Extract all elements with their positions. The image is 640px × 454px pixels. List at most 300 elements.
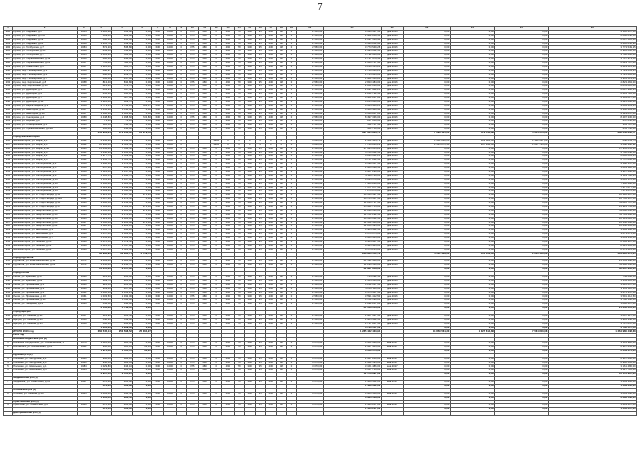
cell-col-2: Железногорск, ул. Октябрьская, д.5 [12, 167, 77, 171]
cell-col-6: 0,00 [133, 314, 152, 318]
cell-col-24: 0,00 [450, 240, 495, 244]
cell-col-15: 300 [244, 81, 255, 85]
cell-col-17: 430 [265, 100, 276, 104]
cell-col-13: 460 [222, 233, 234, 237]
cell-col-6: 0,00 [133, 361, 152, 365]
cell-col-20: 2 550,00 [296, 93, 323, 97]
cell-col-4: 498,97 [90, 69, 111, 73]
cell-col-22 [381, 412, 403, 416]
cell-col-18: 0 [276, 139, 286, 143]
cell-col-23: 0,00 [403, 233, 450, 237]
cell-col-9: 0 [176, 178, 186, 182]
cell-col-4: 589,40 [90, 34, 111, 38]
cell-col-3: 1961 [77, 151, 90, 155]
cell-col-3: 1960 [77, 120, 90, 124]
cell-col-10: 375 [186, 170, 198, 174]
cell-col-25: 0,00 [495, 97, 548, 101]
cell-col-18: 48 [276, 299, 286, 303]
cell-col-6: 0,00 [133, 291, 152, 295]
cell-col-9: 0 [176, 81, 186, 85]
cell-col-5: 1 078,30 [112, 163, 133, 167]
cell-col-23: 0,00 [403, 89, 450, 93]
cell-col-5: 665,91 [112, 346, 133, 350]
cell-col-20: 2 550,00 [296, 264, 323, 268]
cell-col-19: 0 [286, 58, 296, 62]
cell-col-24 [450, 412, 495, 416]
cell-col-8: 1000 [164, 30, 176, 34]
cell-col-22: дек.2016 [381, 244, 403, 248]
cell-col-4: 960,08 [90, 346, 111, 350]
cell-col-9: 0 [176, 198, 186, 202]
cell-col-25: 0,00 [495, 268, 548, 272]
cell-col-23: 0,00 [403, 381, 450, 385]
cell-col-6: 0,00 [133, 240, 152, 244]
cell-col-5: 1 579,50 [112, 240, 133, 244]
cell-col-1: 7 [4, 381, 13, 385]
cell-col-19: 0 [286, 283, 296, 287]
cell-col-22: дек.2016 [381, 178, 403, 182]
cell-col-14: 78 [234, 50, 244, 54]
cell-col-14: 78 [234, 299, 244, 303]
cell-col-4: 1 265,78 [90, 42, 111, 46]
cell-col-10: 375 [186, 97, 198, 101]
cell-col-2: Курчатов, ул. Комсомольская, д.22 [12, 264, 77, 268]
cell-col-22: дек.2016 [381, 240, 403, 244]
cell-col-22: дек.2016 [381, 151, 403, 155]
cell-col-19: 0 [286, 221, 296, 225]
cell-col-16: 95 [255, 202, 265, 206]
cell-col-22: дек.2016 [381, 314, 403, 318]
cell-col-14: 78 [234, 264, 244, 268]
cell-col-12: 0 [211, 58, 222, 62]
cell-col-4: 3 528,20 [90, 225, 111, 229]
cell-col-14: 78 [234, 155, 244, 159]
cell-col-3: 1958 [77, 42, 90, 46]
cell-col-12: 0 [211, 159, 222, 163]
cell-col-3: 1981 [77, 346, 90, 350]
cell-col-19: 0 [286, 314, 296, 318]
cell-col-19: 0 [286, 361, 296, 365]
cell-col-5: 2 522,30 [112, 205, 133, 209]
cell-col-2: Курчатов, ул. Комсомольская, д.18 [12, 260, 77, 264]
cell-col-25: 0,00 [495, 291, 548, 295]
cell-col-24: 0,00 [450, 85, 495, 89]
cell-col-22: дек.2016 [381, 65, 403, 69]
cell-col-9: 0 [176, 295, 186, 299]
cell-col-4: 470,10 [90, 408, 111, 412]
cell-col-5: 836,50 [112, 392, 133, 396]
cell-col-4: 1 185,55 [90, 174, 111, 178]
cell-col-23: 2 565 871,30 [403, 143, 450, 147]
cell-col-3: 1959 [77, 174, 90, 178]
cell-col-8: 1000 [164, 170, 176, 174]
cell-col-8: 1000 [164, 287, 176, 291]
cell-col-5: 273,37 [112, 69, 133, 73]
cell-col-1: 305 [4, 128, 13, 132]
cell-col-14: 78 [234, 73, 244, 77]
cell-col-4: 3 400,50 [90, 202, 111, 206]
cell-col-14: 78 [234, 116, 244, 120]
cell-col-9: 0 [176, 50, 186, 54]
cell-col-4: 130,00 [90, 128, 111, 132]
cell-col-2: Медвенский р-н (1) [12, 377, 77, 381]
cell-col-9: 0 [176, 365, 186, 369]
cell-col-20: 2 550,00 [296, 69, 323, 73]
cell-col-16: 95 [255, 190, 265, 194]
cell-col-5: 1 581,60 [112, 248, 133, 252]
cell-col-23: 0,00 [403, 318, 450, 322]
cell-col-8: 1000 [164, 147, 176, 151]
cell-col-5: 400,00 [112, 404, 133, 408]
cell-col-16: 95 [255, 65, 265, 69]
cell-col-25: 0,00 [495, 65, 548, 69]
cell-col-7: 630 [152, 46, 164, 50]
cell-col-23: 0,00 [403, 229, 450, 233]
cell-col-17: 430 [265, 357, 276, 361]
cell-col-1: 336 [4, 264, 13, 268]
cell-col-15: 300 [244, 93, 255, 97]
cell-col-22: дек.2016 [381, 279, 403, 283]
cell-col-23: 0,00 [403, 100, 450, 104]
cell-col-21: 3 475 347,50 [323, 291, 381, 295]
cell-col-6: 271,30 [133, 205, 152, 209]
cell-col-5: 71,10 [112, 120, 133, 124]
cell-col-19: 0 [286, 69, 296, 73]
cell-col-9: 0 [176, 163, 186, 167]
cell-col-5: 904,00 [112, 369, 133, 373]
cell-col-20: 2 550,00 [296, 159, 323, 163]
cell-col-5: 868,10 [112, 357, 133, 361]
cell-col-26: 3 588 308,92 [548, 143, 636, 147]
cell-col-23: 0,00 [403, 97, 450, 101]
cell-col-22: дек.2016 [381, 62, 403, 66]
cell-col-24: 0,00 [450, 307, 495, 311]
cell-col-12: 0 [211, 240, 222, 244]
cell-col-25: 0,00 [495, 276, 548, 280]
cell-col-1: 306 [4, 139, 13, 143]
cell-col-24: 0,00 [450, 287, 495, 291]
cell-col-9: 0 [176, 342, 186, 346]
cell-col-17: 430 [265, 205, 276, 209]
cell-col-2: Железногорск, ул. Мира, д.2 [12, 155, 77, 159]
cell-col-23: 0,00 [403, 291, 450, 295]
cell-col-24: 0,00 [450, 248, 495, 252]
cell-col-9: 0 [176, 77, 186, 81]
cell-col-20: 2 550,00 [296, 314, 323, 318]
cell-col-6: 62,85 [133, 346, 152, 350]
cell-col-6: 0,00 [133, 229, 152, 233]
cell-col-19: 0 [286, 279, 296, 283]
cell-col-21: 37 935 655,20 [323, 147, 381, 151]
cell-col-20: 3 070,00 [296, 369, 323, 373]
cell-col-9: 0 [176, 73, 186, 77]
cell-col-24: 0,00 [450, 229, 495, 233]
cell-col-1: 331 [4, 237, 13, 241]
cell-col-8: 8 [164, 27, 176, 31]
cell-col-8: 1000 [164, 318, 176, 322]
cell-col-19: 0 [286, 295, 296, 299]
cell-col-10: 375 [186, 77, 198, 81]
cell-col-17: 0 [265, 143, 276, 147]
cell-col-23: 0,00 [403, 38, 450, 42]
cell-col-26: 4 129 847,00 [548, 112, 636, 116]
cell-col-14: 78 [234, 54, 244, 58]
cell-col-26: 638 653,74 [548, 139, 636, 143]
cell-col-20: 3 070,00 [296, 346, 323, 350]
cell-col-25: 0,00 [495, 73, 548, 77]
cell-col-26: 2 942 595,00 [548, 361, 636, 365]
cell-col-24: 0,00 [450, 194, 495, 198]
cell-col-21: 6 836 081,25 [323, 155, 381, 159]
cell-col-24: 0,00 [450, 151, 495, 155]
cell-col-16: 95 [255, 365, 265, 369]
cell-col-7: 630 [152, 346, 164, 350]
cell-col-12: 0 [211, 170, 222, 174]
cell-col-2: Кулон, пер. Кирпичный, д.8 [12, 81, 77, 85]
cell-col-26: 3 083 508,00 [548, 392, 636, 396]
cell-col-10: 375 [186, 342, 198, 346]
cell-col-1 [4, 412, 13, 416]
cell-col-24: 0,00 [450, 65, 495, 69]
cell-col-8: 1000 [164, 73, 176, 77]
cell-col-20: 2 550,00 [296, 190, 323, 194]
cell-col-23: 0,00 [403, 54, 450, 58]
cell-col-2: Кулон, ул. Садовая, д.17А [12, 34, 77, 38]
cell-col-1: 287 [4, 58, 13, 62]
cell-col-18: 18 [276, 27, 286, 31]
cell-col-26: 12 260 495,00 [548, 225, 636, 229]
cell-col-3: 1985 [77, 392, 90, 396]
cell-col-16: 95 [255, 155, 265, 159]
cell-col-14: 78 [234, 318, 244, 322]
cell-col-5: 498,00 [112, 58, 133, 62]
cell-col-16: 95 [255, 38, 265, 42]
cell-col-2: Железногорск, ул. Октябрьская, д.10 [12, 178, 77, 182]
cell-col-6: 0,00 [133, 174, 152, 178]
cell-col-26: 2 947 445,60 [548, 346, 636, 350]
cell-col-16: 95 [255, 174, 265, 178]
cell-col-6: 0,00 [133, 307, 152, 311]
page-number: 7 [317, 2, 323, 13]
cell-col-8: 1000 [164, 194, 176, 198]
cell-col-13: 460 [222, 159, 234, 163]
cell-col-17: 430 [265, 178, 276, 182]
cell-col-1: 320 [4, 194, 13, 198]
cell-col-7: 7 [152, 27, 164, 31]
cell-col-15: 300 [244, 314, 255, 318]
cell-col-5: 605,70 [112, 65, 133, 69]
cell-col-17: 430 [265, 81, 276, 85]
cell-col-16: 95 [255, 58, 265, 62]
cell-col-16: 95 [255, 392, 265, 396]
cell-col-23: 0,00 [403, 237, 450, 241]
cell-col-2: 2 [12, 27, 77, 31]
cell-col-19: 0 [286, 93, 296, 97]
cell-col-13: 460 [222, 104, 234, 108]
cell-col-12: 0 [211, 322, 222, 326]
cell-col-13: 460 [222, 279, 234, 283]
cell-col-26: 6 757 832,50 [548, 159, 636, 163]
cell-col-16: 95 [255, 404, 265, 408]
cell-col-21: 3 083 508,00 [323, 396, 381, 400]
cell-col-20: 2 550,00 [296, 128, 323, 132]
cell-col-14: 78 [234, 229, 244, 233]
cell-col-21: 2 851 010,00 [323, 85, 381, 89]
cell-col-15: 300 [244, 69, 255, 73]
cell-col-24: 0,00 [450, 237, 495, 241]
cell-col-14: 78 [234, 217, 244, 221]
cell-col-7: 630 [152, 190, 164, 194]
cell-col-5: 1 506,60 [112, 159, 133, 163]
cell-col-13: 460 [222, 205, 234, 209]
cell-col-11: 480 [198, 116, 210, 120]
cell-col-26: 11 781 292,50 [548, 213, 636, 217]
cell-col-23: 0,00 [403, 404, 450, 408]
cell-col-21: 897 635 863,71 [323, 132, 381, 136]
cell-col-2: Льгов, ул. Примакова, д.10 [12, 295, 77, 299]
cell-col-17: 430 [265, 361, 276, 365]
cell-col-13: 460 [222, 194, 234, 198]
cell-col-16: 95 [255, 318, 265, 322]
cell-col-24: 0,00 [450, 97, 495, 101]
cell-col-25: 0,00 [495, 248, 548, 252]
cell-col-14: 78 [234, 205, 244, 209]
cell-col-24: 0,00 [450, 205, 495, 209]
cell-col-5: 998,20 [112, 229, 133, 233]
cell-col-8: 1000 [164, 77, 176, 81]
cell-col-19: 0 [286, 322, 296, 326]
cell-col-12: 0 [211, 38, 222, 42]
cell-col-9: 0 [176, 30, 186, 34]
cell-col-26: 3 673 075,00 [548, 233, 636, 237]
cell-col-17: 430 [265, 58, 276, 62]
cell-col-16: 95 [255, 314, 265, 318]
cell-col-15: 300 [244, 194, 255, 198]
cell-col-11: 480 [198, 276, 210, 280]
cell-col-25: 0,00 [495, 240, 548, 244]
cell-col-14: 78 [234, 303, 244, 307]
cell-col-14: 0 [234, 139, 244, 143]
cell-col-21: 21 318 013,00 [323, 307, 381, 311]
cell-col-8: 1000 [164, 279, 176, 283]
cell-col-6: 0,00 [133, 287, 152, 291]
cell-col-24: 0,00 [450, 120, 495, 124]
cell-col-8: 1000 [164, 104, 176, 108]
cell-col-20: 2 550,00 [296, 58, 323, 62]
cell-col-18: 48 [276, 295, 286, 299]
cell-col-19: 19 [286, 27, 296, 31]
cell-col-1: 338 [4, 279, 13, 283]
cell-col-8: 1000 [164, 198, 176, 202]
cell-col-1: 283 [4, 42, 13, 46]
cell-col-23: 0,00 [403, 151, 450, 155]
cell-col-1: 322 [4, 202, 13, 206]
cell-col-21: 8 574 215,00 [323, 248, 381, 252]
cell-col-21: 1 725 685,00 [323, 73, 381, 77]
cell-col-25: 0,00 [495, 396, 548, 400]
cell-col-12: 0 [211, 369, 222, 373]
cell-col-6: 0,00 [133, 58, 152, 62]
cell-col-11: 480 [198, 287, 210, 291]
cell-col-5: 645,10 [112, 93, 133, 97]
cell-col-1: 313 [4, 167, 13, 171]
cell-col-15: 300 [244, 38, 255, 42]
cell-col-22: дек.2016 [381, 276, 403, 280]
cell-col-3: 1962 [77, 194, 90, 198]
cell-col-17: 430 [265, 221, 276, 225]
cell-col-24: 451 100,00 [450, 252, 495, 256]
cell-col-26: 1 443 207,00 [548, 404, 636, 408]
cell-col-10: 375 [186, 65, 198, 69]
cell-col-24: 0,00 [450, 46, 495, 50]
cell-col-14: 78 [234, 260, 244, 264]
cell-col-7: 630 [152, 89, 164, 93]
cell-col-16: 95 [255, 322, 265, 326]
cell-col-15: 300 [244, 62, 255, 66]
cell-col-6: 0,00 [133, 42, 152, 46]
cell-col-24: 0,00 [450, 349, 495, 353]
cell-col-20: 2 550,00 [296, 54, 323, 58]
cell-col-21: 4 129 847,00 [323, 112, 381, 116]
cell-col-3: 1979 [77, 342, 90, 346]
cell-col-16: 95 [255, 85, 265, 89]
cell-col-10: 375 [186, 194, 198, 198]
cell-col-19: 0 [286, 229, 296, 233]
cell-col-2: Дмитриевский р-н (1) [12, 412, 77, 416]
cell-col-3: 1963 [77, 205, 90, 209]
cell-col-1: 281 [4, 34, 13, 38]
cell-col-10: 375 [186, 124, 198, 128]
cell-col-11: 480 [198, 54, 210, 58]
cell-col-19: 0 [286, 190, 296, 194]
cell-col-10: 375 [186, 163, 198, 167]
cell-col-13: 460 [222, 178, 234, 182]
cell-col-21: 1 469 302,00 [323, 384, 381, 388]
cell-col-8: 1000 [164, 244, 176, 248]
cell-col-5: 208,40 [112, 276, 133, 280]
cell-col-25: 0,00 [495, 202, 548, 206]
cell-col-16: 95 [255, 178, 265, 182]
cell-col-8: 1000 [164, 186, 176, 190]
cell-col-14: 78 [234, 58, 244, 62]
cell-col-6: 271,30 [133, 209, 152, 213]
cell-col-25: 0,00 [495, 381, 548, 385]
cell-col-21: 4 360 483,40 [323, 108, 381, 112]
cell-col-3: 1957 [77, 89, 90, 93]
cell-col-15: 300 [244, 392, 255, 396]
cell-col-11: 480 [198, 81, 210, 85]
cell-col-10: 375 [186, 30, 198, 34]
cell-col-25: 0,00 [495, 307, 548, 311]
cell-col-18: 48 [276, 108, 286, 112]
cell-col-7: 630 [152, 244, 164, 248]
cell-col-16: 95 [255, 369, 265, 373]
cell-col-17: 430 [265, 34, 276, 38]
cell-col-25: 0,00 [495, 151, 548, 155]
cell-col-3: 1963 [77, 147, 90, 151]
cell-col-25: 0,00 [495, 147, 548, 151]
cell-col-19: 0 [286, 34, 296, 38]
cell-col-21: 7 377 077,50 [323, 186, 381, 190]
cell-col-23: 0,00 [403, 77, 450, 81]
cell-col-13: 460 [222, 97, 234, 101]
cell-col-23: 0,00 [403, 202, 450, 206]
cell-col-18: 48 [276, 116, 286, 120]
cell-col-4: 478,60 [90, 381, 111, 385]
cell-col-20: 2 550,00 [296, 89, 323, 93]
cell-col-17: 430 [265, 170, 276, 174]
cell-col-25: 0,00 [495, 260, 548, 264]
